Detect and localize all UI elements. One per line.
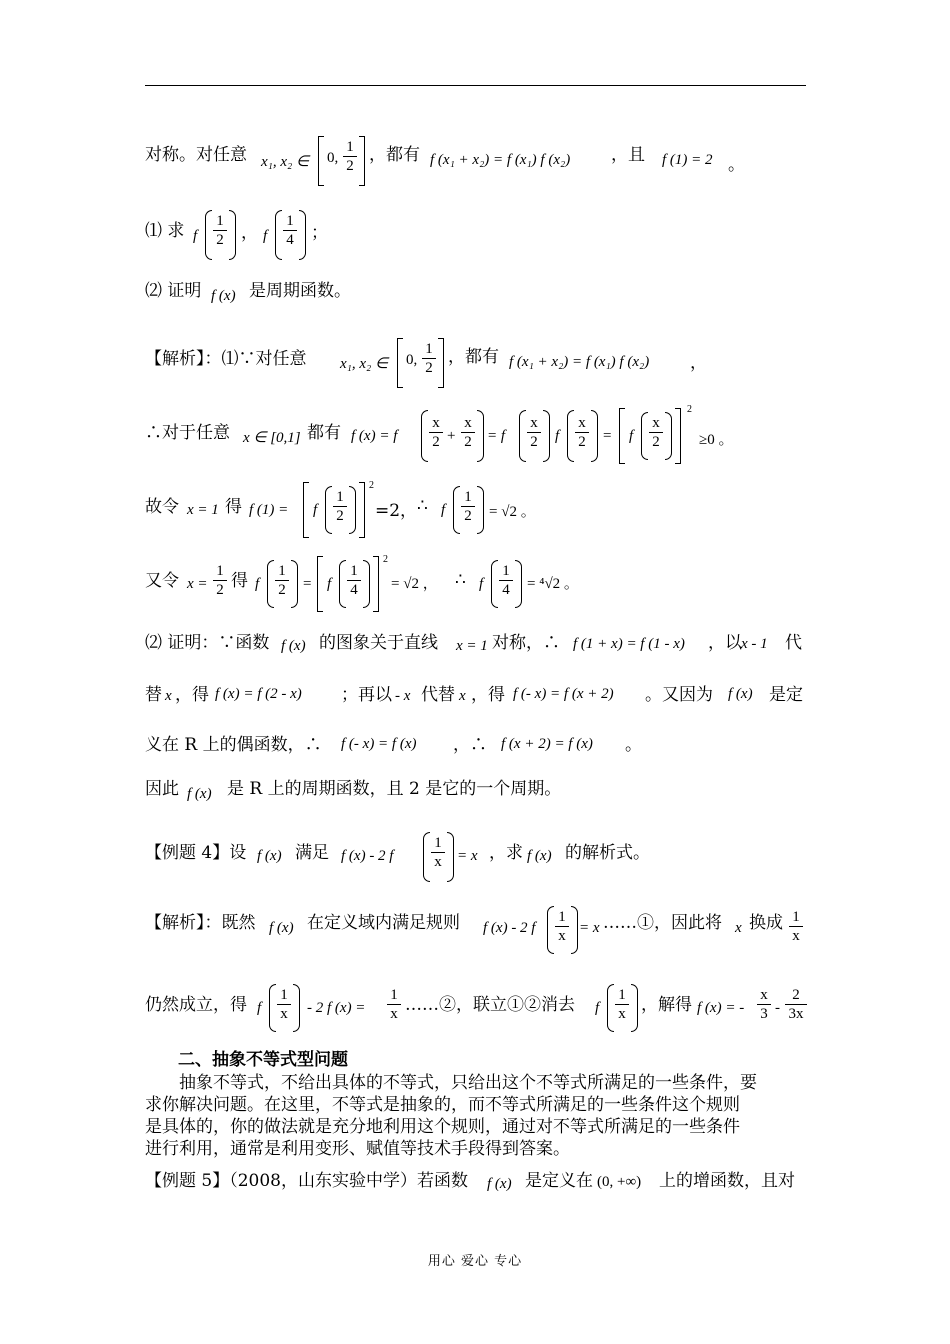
text: 故令: [145, 497, 179, 517]
fraction: $\frac{1}{x}$: [387, 986, 401, 1023]
problem-line-3: [145, 272, 806, 342]
math: x = 1: [456, 638, 488, 654]
interval-bracket-right: [359, 136, 365, 186]
math: x =: [187, 576, 208, 592]
fraction: $\frac{1}{4}$: [283, 212, 297, 249]
solution-label: 【解析】：⑴∵对任意: [145, 349, 307, 369]
therefore: ∴: [417, 496, 428, 516]
text: 的解析式。: [565, 843, 650, 863]
text: 的图象关于直线: [319, 633, 438, 653]
fraction: $\frac{1}{2}$: [213, 562, 227, 599]
paren: [421, 410, 428, 462]
text: 得: [231, 571, 248, 591]
text: 换成: [749, 913, 783, 933]
fraction: $\frac{1}{2}$: [343, 138, 357, 175]
math: x ∈ [0,1]: [243, 430, 301, 446]
fraction: $\frac{1}{2}$: [213, 212, 227, 249]
paren: [491, 560, 498, 608]
text: ，且: [611, 145, 645, 165]
text: 是定: [769, 685, 803, 705]
math: f: [255, 576, 260, 592]
paren: [447, 832, 454, 882]
math: = √2 。: [489, 504, 536, 520]
math: x: [735, 920, 742, 936]
example-4-solution-1: [145, 904, 806, 974]
paren: [515, 560, 522, 608]
math: f (x): [487, 1176, 512, 1192]
paren: [641, 412, 648, 460]
example-label: 【例题 5】（2008，山东实验中学）若函数: [145, 1171, 468, 1191]
paren: [293, 984, 300, 1032]
math: f (x + 2) = f (x): [501, 736, 593, 752]
question-label: ⑵ 证明: [145, 281, 202, 301]
math: - x: [395, 688, 411, 704]
math: f (x₁ + x₂) = f (x₁) f (x₂): [509, 354, 650, 370]
fraction: $\frac{1}{4}$: [499, 562, 513, 599]
text: ，都有: [448, 347, 499, 367]
text: ……②，联立①②消去: [405, 995, 575, 1015]
section-paragraph: [145, 1072, 806, 1160]
math: f (x): [269, 920, 294, 936]
math: = x: [457, 848, 478, 864]
math: f (x): [211, 288, 236, 304]
fraction: $\frac{2}{3x}$: [785, 986, 807, 1023]
solution-line-4: [145, 556, 806, 626]
paren: [567, 410, 574, 462]
paren: [477, 486, 484, 534]
math: = ⁴√2 。: [527, 576, 579, 592]
text: ，以: [708, 633, 742, 653]
paren: [477, 410, 484, 462]
superscript: 2: [383, 554, 388, 565]
fraction: $\frac{x}{3}$: [757, 986, 771, 1023]
fraction: $\frac{1}{x}$: [789, 908, 803, 945]
paren: [547, 906, 554, 954]
paren: [349, 486, 356, 534]
text: ，求: [489, 843, 523, 863]
math: f: [257, 1000, 262, 1016]
math: f (x): [728, 686, 753, 702]
text: 是 R 上的周期函数，且 2 是它的一个周期。: [227, 779, 562, 799]
text: 对称，∴: [492, 633, 560, 653]
math: f: [193, 228, 198, 244]
math: =: [603, 428, 612, 444]
math: = x: [579, 920, 600, 936]
paren: [571, 906, 578, 954]
fraction: $\frac{1}{x}$: [615, 986, 629, 1023]
text: 得: [225, 497, 242, 517]
superscript: 2: [369, 480, 374, 491]
math: x₁, x₂ ∈: [261, 154, 310, 170]
problem-line-2: [145, 204, 806, 274]
paragraph-line: 抽象不等式，不给出具体的不等式，只给出这个不等式所满足的一些条件，要: [179, 1073, 757, 1093]
math: x: [165, 688, 172, 704]
text: ∴对于任意: [145, 423, 230, 443]
solution-line-3: [145, 482, 806, 552]
page-footer: 用心 爱心 专心: [427, 1254, 523, 1269]
bracket: [438, 338, 444, 388]
math: f (x₁ + x₂) = f (x₁) f (x₂): [430, 152, 571, 168]
text: ，: [690, 353, 707, 373]
fraction: $\frac{1}{2}$: [461, 488, 475, 525]
text: 满足: [295, 843, 329, 863]
superscript: 2: [687, 404, 692, 415]
text: 。又因为: [645, 685, 713, 705]
text: ；: [311, 223, 328, 243]
fraction: $\frac{1}{x}$: [431, 834, 445, 871]
text: 。: [625, 735, 642, 755]
interval-bracket-left: [318, 136, 324, 186]
math: f (x): [527, 848, 552, 864]
paren: [267, 560, 274, 608]
paragraph-line: 进行利用，通常是利用变形、赋值等技术手段得到答案。: [145, 1139, 570, 1159]
solution-line-2: [145, 404, 806, 478]
text: ，得: [175, 685, 209, 705]
text: 代替: [421, 685, 455, 705]
example-4-statement: [145, 830, 806, 900]
bracket: [359, 482, 365, 538]
text: ，得: [471, 685, 505, 705]
bracket: [373, 556, 379, 612]
paren: [591, 410, 598, 462]
math: f: [327, 576, 332, 592]
section-heading: 二、抽象不等式型问题: [178, 1050, 348, 1070]
text: 义在 R 上的偶函数，∴: [145, 735, 322, 755]
example-label: 【例题 4】设: [145, 843, 247, 863]
text: 是周期函数。: [249, 281, 351, 301]
math: (0, +∞): [597, 1174, 642, 1190]
math: x₁, x₂ ∈: [340, 356, 389, 372]
fraction: $\frac{x}{2}$: [649, 414, 663, 451]
fraction: $\frac{1}{4}$: [347, 562, 361, 599]
math: f: [555, 428, 560, 444]
math: ≥0 。: [699, 432, 734, 448]
math: - 2 f (x) =: [307, 1000, 366, 1016]
paren: [291, 560, 298, 608]
math: f (1) =: [249, 502, 289, 518]
math: = f: [487, 428, 506, 444]
math: 0,: [406, 352, 418, 368]
header-rule: [145, 85, 806, 86]
math: = √2 ，: [391, 576, 438, 592]
text: 因此: [145, 779, 179, 799]
paren: [275, 210, 282, 260]
bracket: [317, 556, 323, 612]
text: ⑵ 证明：∵函数: [145, 633, 270, 653]
paren: [519, 410, 526, 462]
text: 上的增函数，且对: [659, 1171, 795, 1191]
text: 对称。对任意: [145, 145, 247, 165]
paren: [205, 210, 212, 260]
math: x - 1: [741, 636, 768, 652]
paren: [607, 984, 614, 1032]
paren: [299, 210, 306, 260]
math: f (- x) = f (x + 2): [513, 686, 614, 702]
math: -: [775, 1000, 780, 1016]
text: ，∴: [453, 735, 487, 755]
text: ，: [241, 223, 258, 243]
example-5-statement: [145, 1162, 806, 1232]
math: f: [595, 1000, 600, 1016]
bracket: [675, 408, 681, 464]
paren: [423, 832, 430, 882]
text: =2，: [375, 501, 418, 521]
math: f: [629, 428, 634, 444]
math: f (x): [281, 638, 306, 654]
text: ……①，因此将: [603, 913, 722, 933]
therefore: ∴: [455, 570, 466, 590]
fraction: $\frac{1}{2}$: [422, 340, 436, 377]
text: 都有: [307, 423, 341, 443]
math: f: [313, 502, 318, 518]
math: f (- x) = f (x): [341, 736, 417, 752]
text: ，都有: [369, 145, 420, 165]
paren: [631, 984, 638, 1032]
fraction: $\frac{x}{2}$: [575, 414, 589, 451]
math: f (x) = f (2 - x): [215, 686, 302, 702]
math: f: [441, 502, 446, 518]
bracket: [303, 482, 309, 538]
math: x: [459, 688, 466, 704]
problem-line-1: [145, 130, 806, 200]
paren: [543, 410, 550, 462]
math: =: [303, 576, 312, 592]
paragraph-line: 是具体的，你的做法就是充分地利用这个规则，通过对不等式所满足的一些条件: [145, 1117, 740, 1137]
fraction: $\frac{x}{2}$: [429, 414, 443, 451]
paren: [339, 560, 346, 608]
fraction: $\frac{1}{2}$: [333, 488, 347, 525]
paren: [269, 984, 276, 1032]
text: ；再以: [341, 685, 392, 705]
math: f (x) - 2 f: [341, 848, 394, 864]
example-4-solution-2: [145, 980, 806, 1050]
math: f (1) = 2: [662, 152, 713, 168]
math: f (1 + x) = f (1 - x): [573, 636, 685, 652]
paren: [363, 560, 370, 608]
text: 是定义在: [525, 1171, 593, 1191]
paren: [325, 486, 332, 534]
math: +: [447, 428, 456, 444]
math: f (x) - 2 f: [483, 920, 536, 936]
question-label: ⑴ 求: [145, 221, 185, 241]
fraction: $\frac{1}{2}$: [275, 562, 289, 599]
text: 在定义域内满足规则: [307, 913, 460, 933]
paren: [453, 486, 460, 534]
bracket: [397, 338, 403, 388]
math: x = 1: [187, 502, 219, 518]
bracket: [619, 408, 625, 464]
text: 仍然成立，得: [145, 995, 247, 1015]
text: 代: [785, 633, 802, 653]
math: f (x) = f: [351, 428, 398, 444]
math: f (x): [257, 848, 282, 864]
text: 又令: [145, 571, 179, 591]
fraction: $\frac{1}{x}$: [277, 986, 291, 1023]
solution-label: 【解析】：既然: [145, 913, 256, 933]
math: f: [263, 228, 268, 244]
solution-line-1: [145, 334, 806, 404]
text: 替: [145, 685, 162, 705]
text: ，解得: [641, 995, 692, 1015]
math: 0,: [327, 150, 339, 166]
fraction: $\frac{x}{2}$: [461, 414, 475, 451]
paren: [665, 412, 672, 460]
math: f: [479, 576, 484, 592]
paragraph-line: 求你解决问题。在这里，不等式是抽象的，而不等式所满足的一些条件这个规则: [145, 1095, 740, 1115]
paren: [229, 210, 236, 260]
fraction: $\frac{1}{x}$: [555, 908, 569, 945]
math: f (x) = -: [697, 1000, 745, 1016]
text: 。: [728, 155, 745, 175]
fraction: $\frac{x}{2}$: [527, 414, 541, 451]
math: f (x): [187, 786, 212, 802]
